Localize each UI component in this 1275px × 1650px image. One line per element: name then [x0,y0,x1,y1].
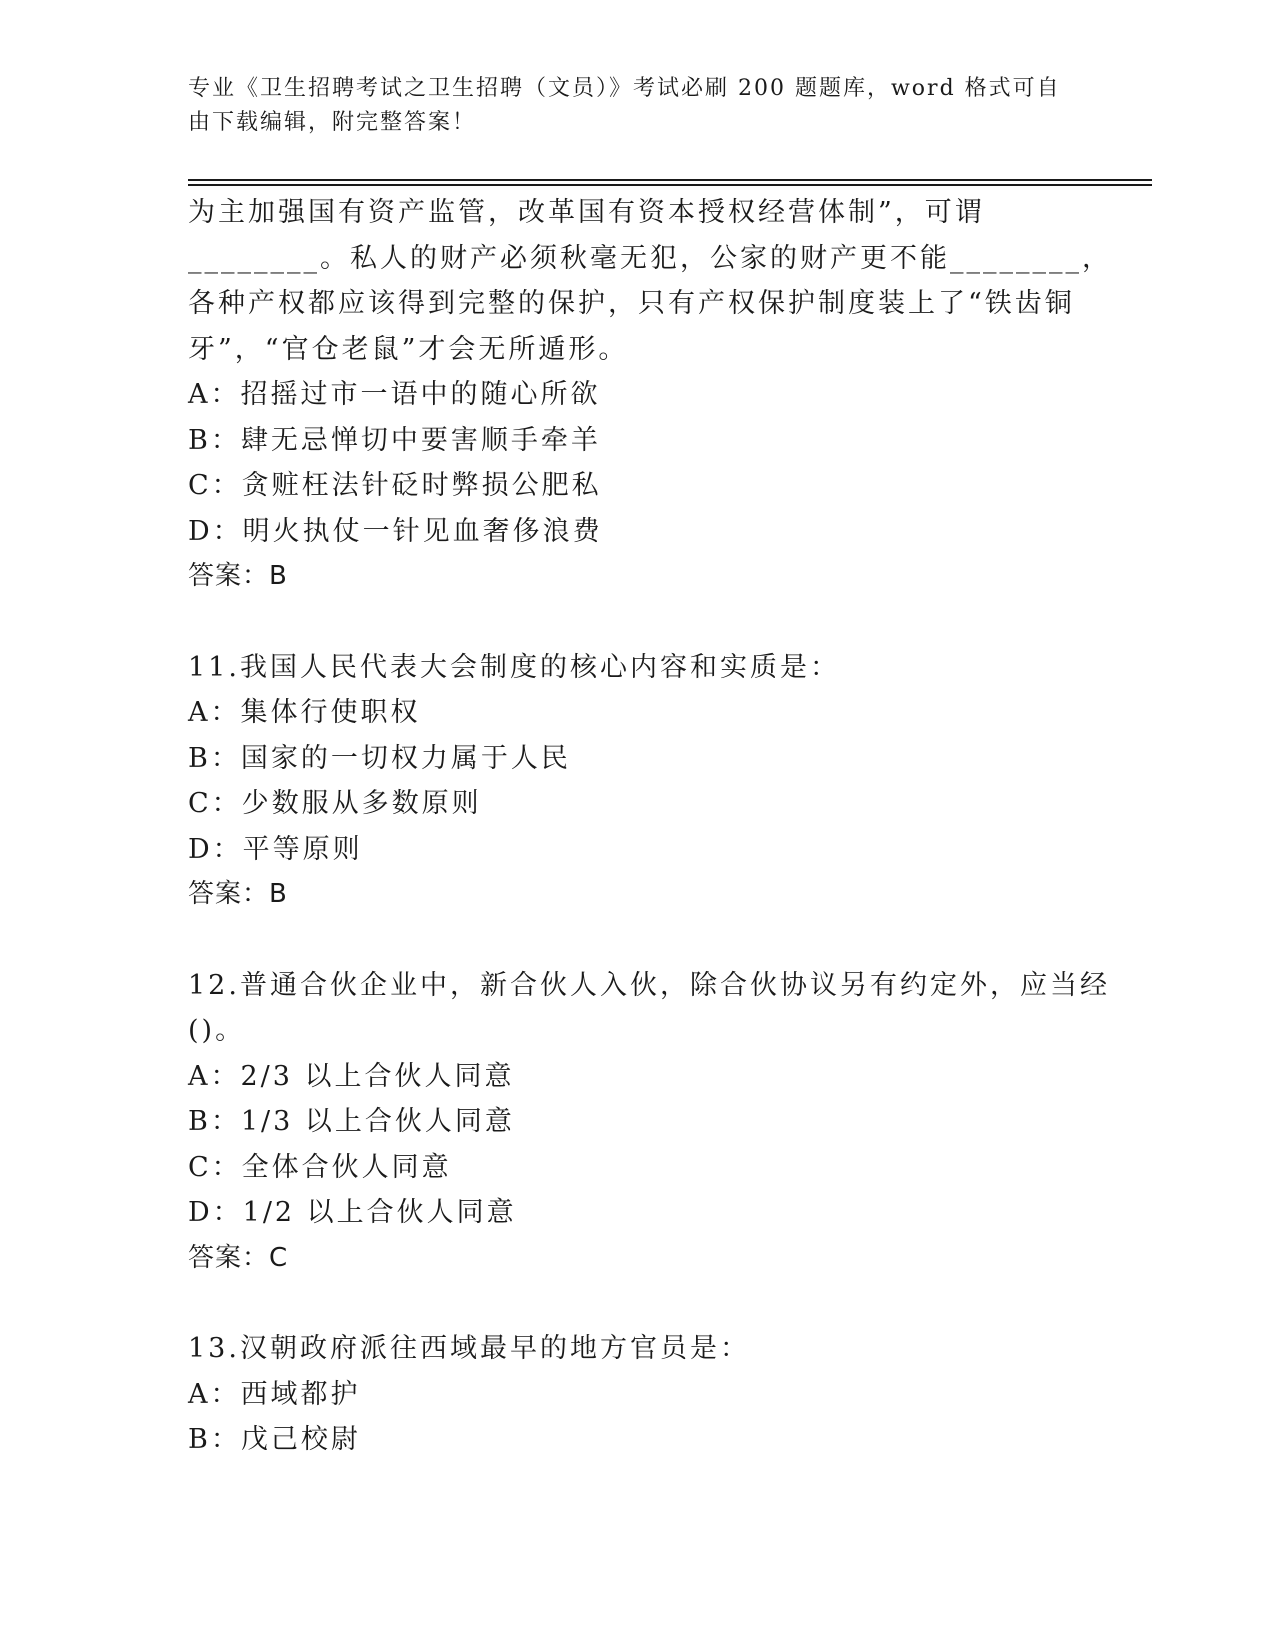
document-header [188,72,1068,140]
option-a: A：2/3 以上合伙人同意 [188,1060,515,1092]
header-line-2: 由下载编辑，附完整答案！ [188,110,477,135]
question-text-line: 11.我国人民代表大会制度的核心内容和实质是： [188,651,840,683]
question-text-line: 13.汉朝政府派往西域最早的地方官员是： [188,1333,750,1364]
option-a: A：西域都护 [188,1378,361,1410]
option-b: B：戊己校尉 [188,1424,361,1455]
spacer [188,1281,1088,1326]
option-d: D：明火执仗一针见血奢侈浪费 [188,515,603,547]
answer-label: 答案：B [188,561,288,591]
answer-label: 答案：C [188,1242,289,1273]
question-13 [188,1326,1088,1463]
option-d: D：1/2 以上合伙人同意 [188,1197,517,1228]
option-b: B：肆无忌惮切中要害顺手牵羊 [188,424,601,456]
option-b: B：国家的一切权力属于人民 [188,742,571,774]
header-divider-top [188,179,1152,181]
spacer [188,918,1088,963]
question-text-line: ()。 [188,1015,246,1046]
question-10 [188,190,1112,600]
header-divider-bottom [188,184,1152,186]
option-d: D：平等原则 [188,833,363,865]
answer-label: 答案：B [188,879,288,909]
question-12 [188,963,1110,1282]
header-line-1: 专业《卫生招聘考试之卫生招聘（文员）》考试必刷 200 题题库，word 格式可自 [188,76,1061,101]
option-a: A：集体行使职权 [188,697,421,728]
question-text-line: ________。私人的财产必须秋毫无犯，公家的财产更不能________， [188,242,1112,274]
option-c: C：全体合伙人同意 [188,1151,452,1183]
option-a: A：招摇过市一语中的随心所欲 [188,379,601,410]
spacer [188,600,1088,645]
option-c: C：贪赃枉法针砭时弊损公肥私 [188,470,602,501]
document-body [188,190,1112,1463]
question-text-line: 牙”，“官仓老鼠”才会无所遁形。 [188,333,629,365]
option-b: B：1/3 以上合伙人同意 [188,1106,515,1137]
option-c: C：少数服从多数原则 [188,788,482,819]
question-text-line: 12.普通合伙企业中，新合伙人入伙，除合伙协议另有约定外，应当经 [188,969,1110,1001]
question-11 [188,645,1088,918]
question-text-line: 各种产权都应该得到完整的保护，只有产权保护制度装上了“铁齿铜 [188,288,1075,319]
question-text-line: 为主加强国有资产监管，改革国有资本授权经营体制”，可谓 [188,197,985,228]
